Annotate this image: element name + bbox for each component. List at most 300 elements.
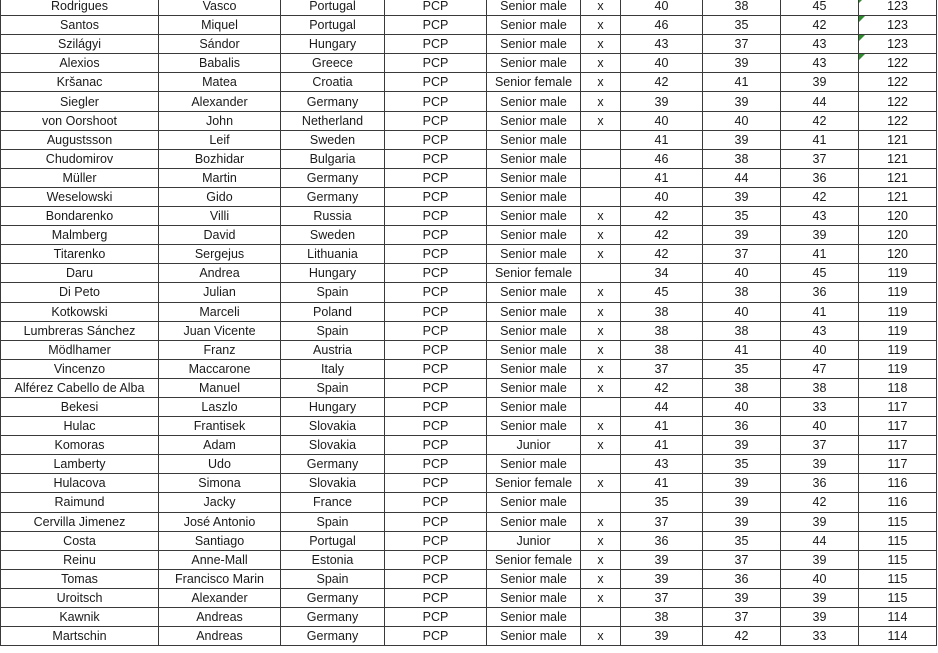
- class-cell[interactable]: Senior male: [487, 378, 581, 397]
- total-cell[interactable]: 118: [859, 378, 937, 397]
- total-cell[interactable]: 121: [859, 149, 937, 168]
- first-name-cell[interactable]: Jacky: [159, 493, 281, 512]
- mark-cell[interactable]: x: [581, 340, 621, 359]
- mark-cell[interactable]: [581, 493, 621, 512]
- score-3-cell[interactable]: 47: [781, 359, 859, 378]
- first-name-cell[interactable]: Bozhidar: [159, 149, 281, 168]
- score-1-cell[interactable]: 36: [621, 531, 703, 550]
- score-2-cell[interactable]: 39: [703, 493, 781, 512]
- score-1-cell[interactable]: 43: [621, 35, 703, 54]
- total-cell[interactable]: 115: [859, 588, 937, 607]
- surname-cell[interactable]: Augustsson: [1, 130, 159, 149]
- total-cell[interactable]: 121: [859, 187, 937, 206]
- category-cell[interactable]: PCP: [385, 302, 487, 321]
- country-cell[interactable]: Greece: [281, 54, 385, 73]
- score-3-cell[interactable]: 38: [781, 378, 859, 397]
- category-cell[interactable]: PCP: [385, 187, 487, 206]
- mark-cell[interactable]: x: [581, 207, 621, 226]
- mark-cell[interactable]: [581, 130, 621, 149]
- country-cell[interactable]: Germany: [281, 187, 385, 206]
- class-cell[interactable]: Senior female: [487, 550, 581, 569]
- score-3-cell[interactable]: 45: [781, 0, 859, 16]
- country-cell[interactable]: Netherland: [281, 111, 385, 130]
- score-1-cell[interactable]: 38: [621, 302, 703, 321]
- country-cell[interactable]: Croatia: [281, 73, 385, 92]
- score-1-cell[interactable]: 38: [621, 608, 703, 627]
- class-cell[interactable]: Senior male: [487, 92, 581, 111]
- mark-cell[interactable]: x: [581, 283, 621, 302]
- mark-cell[interactable]: [581, 397, 621, 416]
- score-2-cell[interactable]: 38: [703, 321, 781, 340]
- country-cell[interactable]: Spain: [281, 321, 385, 340]
- score-1-cell[interactable]: 42: [621, 207, 703, 226]
- score-1-cell[interactable]: 41: [621, 417, 703, 436]
- category-cell[interactable]: PCP: [385, 130, 487, 149]
- score-2-cell[interactable]: 40: [703, 302, 781, 321]
- class-cell[interactable]: Senior male: [487, 245, 581, 264]
- category-cell[interactable]: PCP: [385, 149, 487, 168]
- total-cell[interactable]: 119: [859, 264, 937, 283]
- mark-cell[interactable]: x: [581, 16, 621, 35]
- country-cell[interactable]: Portugal: [281, 531, 385, 550]
- first-name-cell[interactable]: Villi: [159, 207, 281, 226]
- score-2-cell[interactable]: 37: [703, 550, 781, 569]
- score-1-cell[interactable]: 42: [621, 226, 703, 245]
- country-cell[interactable]: Germany: [281, 627, 385, 646]
- class-cell[interactable]: Senior male: [487, 35, 581, 54]
- class-cell[interactable]: Senior male: [487, 340, 581, 359]
- category-cell[interactable]: PCP: [385, 608, 487, 627]
- first-name-cell[interactable]: Sándor: [159, 35, 281, 54]
- total-cell[interactable]: 123: [859, 35, 937, 54]
- score-2-cell[interactable]: 39: [703, 512, 781, 531]
- mark-cell[interactable]: x: [581, 378, 621, 397]
- country-cell[interactable]: Austria: [281, 340, 385, 359]
- mark-cell[interactable]: [581, 264, 621, 283]
- category-cell[interactable]: PCP: [385, 455, 487, 474]
- mark-cell[interactable]: [581, 455, 621, 474]
- surname-cell[interactable]: Cervilla Jimenez: [1, 512, 159, 531]
- score-2-cell[interactable]: 39: [703, 187, 781, 206]
- score-3-cell[interactable]: 43: [781, 35, 859, 54]
- score-2-cell[interactable]: 35: [703, 207, 781, 226]
- score-2-cell[interactable]: 39: [703, 130, 781, 149]
- mark-cell[interactable]: x: [581, 226, 621, 245]
- country-cell[interactable]: Sweden: [281, 226, 385, 245]
- class-cell[interactable]: Senior male: [487, 187, 581, 206]
- country-cell[interactable]: Hungary: [281, 264, 385, 283]
- mark-cell[interactable]: x: [581, 302, 621, 321]
- score-1-cell[interactable]: 38: [621, 340, 703, 359]
- surname-cell[interactable]: Titarenko: [1, 245, 159, 264]
- total-cell[interactable]: 119: [859, 359, 937, 378]
- surname-cell[interactable]: Tomas: [1, 569, 159, 588]
- surname-cell[interactable]: Vincenzo: [1, 359, 159, 378]
- category-cell[interactable]: PCP: [385, 512, 487, 531]
- first-name-cell[interactable]: Andreas: [159, 627, 281, 646]
- surname-cell[interactable]: Santos: [1, 16, 159, 35]
- score-2-cell[interactable]: 42: [703, 627, 781, 646]
- mark-cell[interactable]: [581, 168, 621, 187]
- country-cell[interactable]: Sweden: [281, 130, 385, 149]
- score-1-cell[interactable]: 41: [621, 168, 703, 187]
- first-name-cell[interactable]: Alexander: [159, 92, 281, 111]
- country-cell[interactable]: Slovakia: [281, 474, 385, 493]
- category-cell[interactable]: PCP: [385, 35, 487, 54]
- first-name-cell[interactable]: Leif: [159, 130, 281, 149]
- score-3-cell[interactable]: 39: [781, 73, 859, 92]
- country-cell[interactable]: Spain: [281, 283, 385, 302]
- score-2-cell[interactable]: 40: [703, 397, 781, 416]
- score-2-cell[interactable]: 41: [703, 340, 781, 359]
- first-name-cell[interactable]: Frantisek: [159, 417, 281, 436]
- score-2-cell[interactable]: 36: [703, 569, 781, 588]
- country-cell[interactable]: Bulgaria: [281, 149, 385, 168]
- category-cell[interactable]: PCP: [385, 321, 487, 340]
- category-cell[interactable]: PCP: [385, 73, 487, 92]
- total-cell[interactable]: 117: [859, 397, 937, 416]
- first-name-cell[interactable]: Adam: [159, 436, 281, 455]
- score-3-cell[interactable]: 44: [781, 531, 859, 550]
- score-1-cell[interactable]: 40: [621, 111, 703, 130]
- mark-cell[interactable]: x: [581, 550, 621, 569]
- first-name-cell[interactable]: Laszlo: [159, 397, 281, 416]
- mark-cell[interactable]: x: [581, 321, 621, 340]
- score-3-cell[interactable]: 42: [781, 111, 859, 130]
- first-name-cell[interactable]: Simona: [159, 474, 281, 493]
- class-cell[interactable]: Senior female: [487, 264, 581, 283]
- country-cell[interactable]: Hungary: [281, 397, 385, 416]
- total-cell[interactable]: 123: [859, 16, 937, 35]
- score-2-cell[interactable]: 38: [703, 283, 781, 302]
- country-cell[interactable]: Estonia: [281, 550, 385, 569]
- surname-cell[interactable]: Martschin: [1, 627, 159, 646]
- surname-cell[interactable]: Szilágyi: [1, 35, 159, 54]
- first-name-cell[interactable]: Babalis: [159, 54, 281, 73]
- country-cell[interactable]: France: [281, 493, 385, 512]
- surname-cell[interactable]: Alexios: [1, 54, 159, 73]
- country-cell[interactable]: Portugal: [281, 16, 385, 35]
- total-cell[interactable]: 119: [859, 302, 937, 321]
- surname-cell[interactable]: Uroitsch: [1, 588, 159, 607]
- surname-cell[interactable]: Rodrigues: [1, 0, 159, 16]
- total-cell[interactable]: 120: [859, 226, 937, 245]
- class-cell[interactable]: Senior male: [487, 207, 581, 226]
- total-cell[interactable]: 121: [859, 168, 937, 187]
- category-cell[interactable]: PCP: [385, 111, 487, 130]
- total-cell[interactable]: 115: [859, 550, 937, 569]
- class-cell[interactable]: Senior male: [487, 512, 581, 531]
- class-cell[interactable]: Senior male: [487, 0, 581, 16]
- score-2-cell[interactable]: 40: [703, 264, 781, 283]
- mark-cell[interactable]: x: [581, 474, 621, 493]
- total-cell[interactable]: 116: [859, 493, 937, 512]
- category-cell[interactable]: PCP: [385, 531, 487, 550]
- score-3-cell[interactable]: 43: [781, 207, 859, 226]
- score-2-cell[interactable]: 39: [703, 588, 781, 607]
- class-cell[interactable]: Senior male: [487, 493, 581, 512]
- score-2-cell[interactable]: 35: [703, 16, 781, 35]
- score-2-cell[interactable]: 35: [703, 359, 781, 378]
- class-cell[interactable]: Junior: [487, 436, 581, 455]
- surname-cell[interactable]: Hulacova: [1, 474, 159, 493]
- score-1-cell[interactable]: 44: [621, 397, 703, 416]
- score-2-cell[interactable]: 38: [703, 378, 781, 397]
- mark-cell[interactable]: x: [581, 512, 621, 531]
- first-name-cell[interactable]: Vasco: [159, 0, 281, 16]
- mark-cell[interactable]: [581, 608, 621, 627]
- class-cell[interactable]: Senior male: [487, 226, 581, 245]
- category-cell[interactable]: PCP: [385, 92, 487, 111]
- country-cell[interactable]: Portugal: [281, 0, 385, 16]
- surname-cell[interactable]: Siegler: [1, 92, 159, 111]
- comment-indicator-icon[interactable]: [859, 16, 865, 22]
- class-cell[interactable]: Senior male: [487, 283, 581, 302]
- total-cell[interactable]: 117: [859, 455, 937, 474]
- mark-cell[interactable]: x: [581, 588, 621, 607]
- comment-indicator-icon[interactable]: [859, 0, 865, 3]
- category-cell[interactable]: PCP: [385, 550, 487, 569]
- score-3-cell[interactable]: 42: [781, 187, 859, 206]
- score-1-cell[interactable]: 37: [621, 512, 703, 531]
- first-name-cell[interactable]: Martin: [159, 168, 281, 187]
- total-cell[interactable]: 114: [859, 608, 937, 627]
- score-1-cell[interactable]: 46: [621, 149, 703, 168]
- total-cell[interactable]: 119: [859, 340, 937, 359]
- total-cell[interactable]: 122: [859, 111, 937, 130]
- surname-cell[interactable]: Di Peto: [1, 283, 159, 302]
- score-2-cell[interactable]: 44: [703, 168, 781, 187]
- score-3-cell[interactable]: 40: [781, 569, 859, 588]
- total-cell[interactable]: 119: [859, 283, 937, 302]
- category-cell[interactable]: PCP: [385, 378, 487, 397]
- first-name-cell[interactable]: Alexander: [159, 588, 281, 607]
- surname-cell[interactable]: Reinu: [1, 550, 159, 569]
- class-cell[interactable]: Senior male: [487, 149, 581, 168]
- surname-cell[interactable]: Kršanac: [1, 73, 159, 92]
- class-cell[interactable]: Senior male: [487, 397, 581, 416]
- score-1-cell[interactable]: 42: [621, 73, 703, 92]
- first-name-cell[interactable]: Marceli: [159, 302, 281, 321]
- score-3-cell[interactable]: 41: [781, 130, 859, 149]
- class-cell[interactable]: Senior male: [487, 569, 581, 588]
- score-3-cell[interactable]: 39: [781, 550, 859, 569]
- country-cell[interactable]: Spain: [281, 569, 385, 588]
- surname-cell[interactable]: Chudomirov: [1, 149, 159, 168]
- country-cell[interactable]: Germany: [281, 92, 385, 111]
- country-cell[interactable]: Slovakia: [281, 436, 385, 455]
- class-cell[interactable]: Senior male: [487, 588, 581, 607]
- category-cell[interactable]: PCP: [385, 340, 487, 359]
- total-cell[interactable]: 120: [859, 245, 937, 264]
- score-3-cell[interactable]: 40: [781, 340, 859, 359]
- score-3-cell[interactable]: 43: [781, 321, 859, 340]
- comment-indicator-icon[interactable]: [859, 35, 865, 41]
- category-cell[interactable]: PCP: [385, 417, 487, 436]
- mark-cell[interactable]: x: [581, 569, 621, 588]
- score-3-cell[interactable]: 44: [781, 92, 859, 111]
- total-cell[interactable]: 122: [859, 92, 937, 111]
- first-name-cell[interactable]: Udo: [159, 455, 281, 474]
- class-cell[interactable]: Senior male: [487, 54, 581, 73]
- class-cell[interactable]: Senior male: [487, 168, 581, 187]
- total-cell[interactable]: 121: [859, 130, 937, 149]
- category-cell[interactable]: PCP: [385, 168, 487, 187]
- surname-cell[interactable]: Bekesi: [1, 397, 159, 416]
- surname-cell[interactable]: Lamberty: [1, 455, 159, 474]
- score-3-cell[interactable]: 36: [781, 168, 859, 187]
- score-1-cell[interactable]: 39: [621, 550, 703, 569]
- score-1-cell[interactable]: 39: [621, 627, 703, 646]
- total-cell[interactable]: 123: [859, 0, 937, 16]
- score-3-cell[interactable]: 37: [781, 436, 859, 455]
- mark-cell[interactable]: x: [581, 54, 621, 73]
- category-cell[interactable]: PCP: [385, 245, 487, 264]
- total-cell[interactable]: 115: [859, 569, 937, 588]
- mark-cell[interactable]: x: [581, 417, 621, 436]
- country-cell[interactable]: Germany: [281, 588, 385, 607]
- category-cell[interactable]: PCP: [385, 627, 487, 646]
- first-name-cell[interactable]: Santiago: [159, 531, 281, 550]
- score-3-cell[interactable]: 37: [781, 149, 859, 168]
- score-1-cell[interactable]: 42: [621, 378, 703, 397]
- total-cell[interactable]: 122: [859, 54, 937, 73]
- score-3-cell[interactable]: 42: [781, 16, 859, 35]
- score-2-cell[interactable]: 39: [703, 474, 781, 493]
- score-3-cell[interactable]: 39: [781, 512, 859, 531]
- class-cell[interactable]: Senior male: [487, 16, 581, 35]
- score-1-cell[interactable]: 35: [621, 493, 703, 512]
- category-cell[interactable]: PCP: [385, 397, 487, 416]
- first-name-cell[interactable]: Francisco Marin: [159, 569, 281, 588]
- class-cell[interactable]: Senior male: [487, 302, 581, 321]
- score-1-cell[interactable]: 40: [621, 0, 703, 16]
- class-cell[interactable]: Senior male: [487, 359, 581, 378]
- score-2-cell[interactable]: 41: [703, 73, 781, 92]
- category-cell[interactable]: PCP: [385, 359, 487, 378]
- comment-indicator-icon[interactable]: [859, 54, 865, 60]
- surname-cell[interactable]: Komoras: [1, 436, 159, 455]
- first-name-cell[interactable]: Anne-Mall: [159, 550, 281, 569]
- total-cell[interactable]: 115: [859, 512, 937, 531]
- country-cell[interactable]: Germany: [281, 168, 385, 187]
- mark-cell[interactable]: x: [581, 73, 621, 92]
- country-cell[interactable]: Russia: [281, 207, 385, 226]
- class-cell[interactable]: Senior female: [487, 474, 581, 493]
- surname-cell[interactable]: Daru: [1, 264, 159, 283]
- score-1-cell[interactable]: 45: [621, 283, 703, 302]
- score-3-cell[interactable]: 41: [781, 302, 859, 321]
- mark-cell[interactable]: [581, 187, 621, 206]
- country-cell[interactable]: Hungary: [281, 35, 385, 54]
- category-cell[interactable]: PCP: [385, 283, 487, 302]
- score-1-cell[interactable]: 34: [621, 264, 703, 283]
- score-3-cell[interactable]: 33: [781, 397, 859, 416]
- score-3-cell[interactable]: 36: [781, 283, 859, 302]
- score-2-cell[interactable]: 38: [703, 149, 781, 168]
- surname-cell[interactable]: Costa: [1, 531, 159, 550]
- total-cell[interactable]: 120: [859, 207, 937, 226]
- total-cell[interactable]: 117: [859, 436, 937, 455]
- score-3-cell[interactable]: 33: [781, 627, 859, 646]
- class-cell[interactable]: Senior male: [487, 111, 581, 130]
- score-2-cell[interactable]: 36: [703, 417, 781, 436]
- surname-cell[interactable]: Mödlhamer: [1, 340, 159, 359]
- mark-cell[interactable]: x: [581, 359, 621, 378]
- category-cell[interactable]: PCP: [385, 54, 487, 73]
- class-cell[interactable]: Senior male: [487, 417, 581, 436]
- mark-cell[interactable]: x: [581, 111, 621, 130]
- country-cell[interactable]: Spain: [281, 378, 385, 397]
- total-cell[interactable]: 119: [859, 321, 937, 340]
- score-3-cell[interactable]: 39: [781, 588, 859, 607]
- country-cell[interactable]: Lithuania: [281, 245, 385, 264]
- score-2-cell[interactable]: 37: [703, 608, 781, 627]
- mark-cell[interactable]: x: [581, 436, 621, 455]
- category-cell[interactable]: PCP: [385, 474, 487, 493]
- total-cell[interactable]: 117: [859, 417, 937, 436]
- first-name-cell[interactable]: Manuel: [159, 378, 281, 397]
- score-3-cell[interactable]: 45: [781, 264, 859, 283]
- first-name-cell[interactable]: Sergejus: [159, 245, 281, 264]
- surname-cell[interactable]: Kawnik: [1, 608, 159, 627]
- first-name-cell[interactable]: Maccarone: [159, 359, 281, 378]
- score-3-cell[interactable]: 39: [781, 455, 859, 474]
- surname-cell[interactable]: von Oorshoot: [1, 111, 159, 130]
- total-cell[interactable]: 114: [859, 627, 937, 646]
- total-cell[interactable]: 116: [859, 474, 937, 493]
- country-cell[interactable]: Slovakia: [281, 417, 385, 436]
- class-cell[interactable]: Senior male: [487, 321, 581, 340]
- surname-cell[interactable]: Raimund: [1, 493, 159, 512]
- category-cell[interactable]: PCP: [385, 16, 487, 35]
- class-cell[interactable]: Senior male: [487, 627, 581, 646]
- score-3-cell[interactable]: 36: [781, 474, 859, 493]
- total-cell[interactable]: 115: [859, 531, 937, 550]
- score-2-cell[interactable]: 39: [703, 436, 781, 455]
- first-name-cell[interactable]: John: [159, 111, 281, 130]
- score-2-cell[interactable]: 39: [703, 92, 781, 111]
- score-3-cell[interactable]: 39: [781, 608, 859, 627]
- score-2-cell[interactable]: 37: [703, 245, 781, 264]
- country-cell[interactable]: Germany: [281, 455, 385, 474]
- first-name-cell[interactable]: Miquel: [159, 16, 281, 35]
- mark-cell[interactable]: x: [581, 245, 621, 264]
- surname-cell[interactable]: Bondarenko: [1, 207, 159, 226]
- category-cell[interactable]: PCP: [385, 569, 487, 588]
- country-cell[interactable]: Germany: [281, 608, 385, 627]
- surname-cell[interactable]: Alférez Cabello de Alba: [1, 378, 159, 397]
- mark-cell[interactable]: [581, 149, 621, 168]
- score-1-cell[interactable]: 37: [621, 359, 703, 378]
- surname-cell[interactable]: Hulac: [1, 417, 159, 436]
- country-cell[interactable]: Spain: [281, 512, 385, 531]
- score-3-cell[interactable]: 41: [781, 245, 859, 264]
- surname-cell[interactable]: Müller: [1, 168, 159, 187]
- category-cell[interactable]: PCP: [385, 226, 487, 245]
- score-1-cell[interactable]: 39: [621, 569, 703, 588]
- score-1-cell[interactable]: 37: [621, 588, 703, 607]
- surname-cell[interactable]: Kotkowski: [1, 302, 159, 321]
- score-2-cell[interactable]: 38: [703, 0, 781, 16]
- score-2-cell[interactable]: 37: [703, 35, 781, 54]
- first-name-cell[interactable]: Andrea: [159, 264, 281, 283]
- score-3-cell[interactable]: 43: [781, 54, 859, 73]
- score-1-cell[interactable]: 41: [621, 436, 703, 455]
- mark-cell[interactable]: x: [581, 627, 621, 646]
- score-3-cell[interactable]: 42: [781, 493, 859, 512]
- score-1-cell[interactable]: 43: [621, 455, 703, 474]
